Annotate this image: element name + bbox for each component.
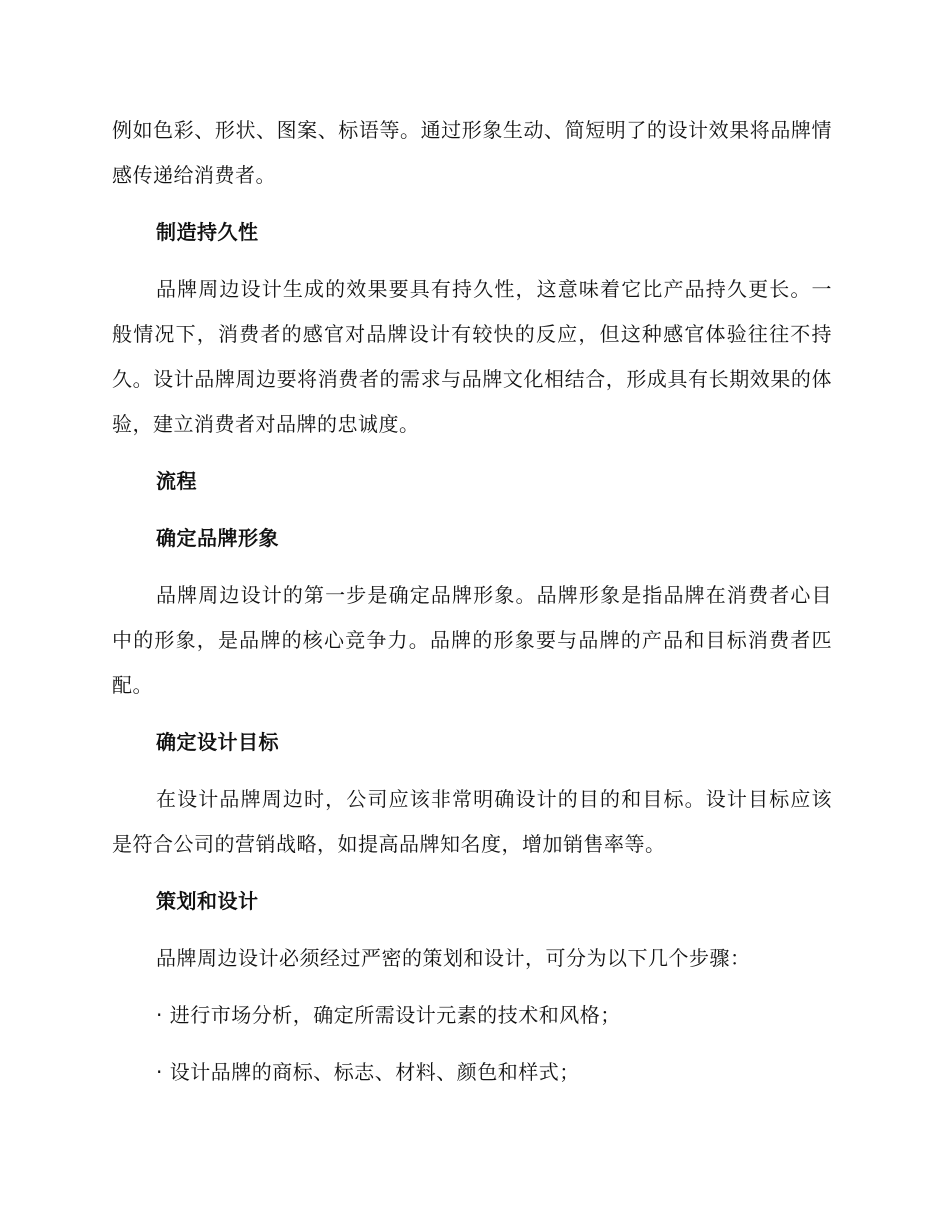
design-goal-paragraph: 在设计品牌周边时，公司应该非常明确设计的目的和目标。设计目标应该是符合公司的营销战略，如提高品牌知名度，增加销售率等。 [112, 787, 832, 856]
plan-design-paragraph: 品牌周边设计必须经过严密的策划和设计，可分为以下几个步骤： [156, 946, 751, 970]
list-item: · 进行市场分析，确定所需设计元素的技术和风格； [156, 1003, 621, 1027]
durability-paragraph: 品牌周边设计生成的效果要具有持久性，这意味着它比产品持久更长。一般情况下，消费者的感官对品牌设计有较快的反应，但这种感官体验往往不持久。设计品牌周边要将消费者的需求与品牌文化相结合，形成具有长期效果的体验，建立消费者对品牌的忠诚度。 [112, 277, 832, 436]
document-body [112, 108, 832, 1107]
heading-plan-design: 策划和设计 [156, 889, 259, 913]
heading-durability: 制造持久性 [156, 220, 259, 244]
heading-design-goal: 确定设计目标 [156, 730, 279, 754]
list-item: · 设计品牌的商标、标志、材料、颜色和样式； [156, 1060, 580, 1084]
brand-image-paragraph: 品牌周边设计的第一步是确定品牌形象。品牌形象是指品牌在消费者心目中的形象，是品牌的核心竞争力。品牌的形象要与品牌的产品和目标消费者匹配。 [112, 583, 832, 697]
heading-process: 流程 [156, 469, 197, 493]
heading-brand-image: 确定品牌形象 [156, 526, 279, 550]
intro-paragraph: 例如色彩、形状、图案、标语等。通过形象生动、简短明了的设计效果将品牌情感传递给消费者。 [112, 118, 832, 187]
